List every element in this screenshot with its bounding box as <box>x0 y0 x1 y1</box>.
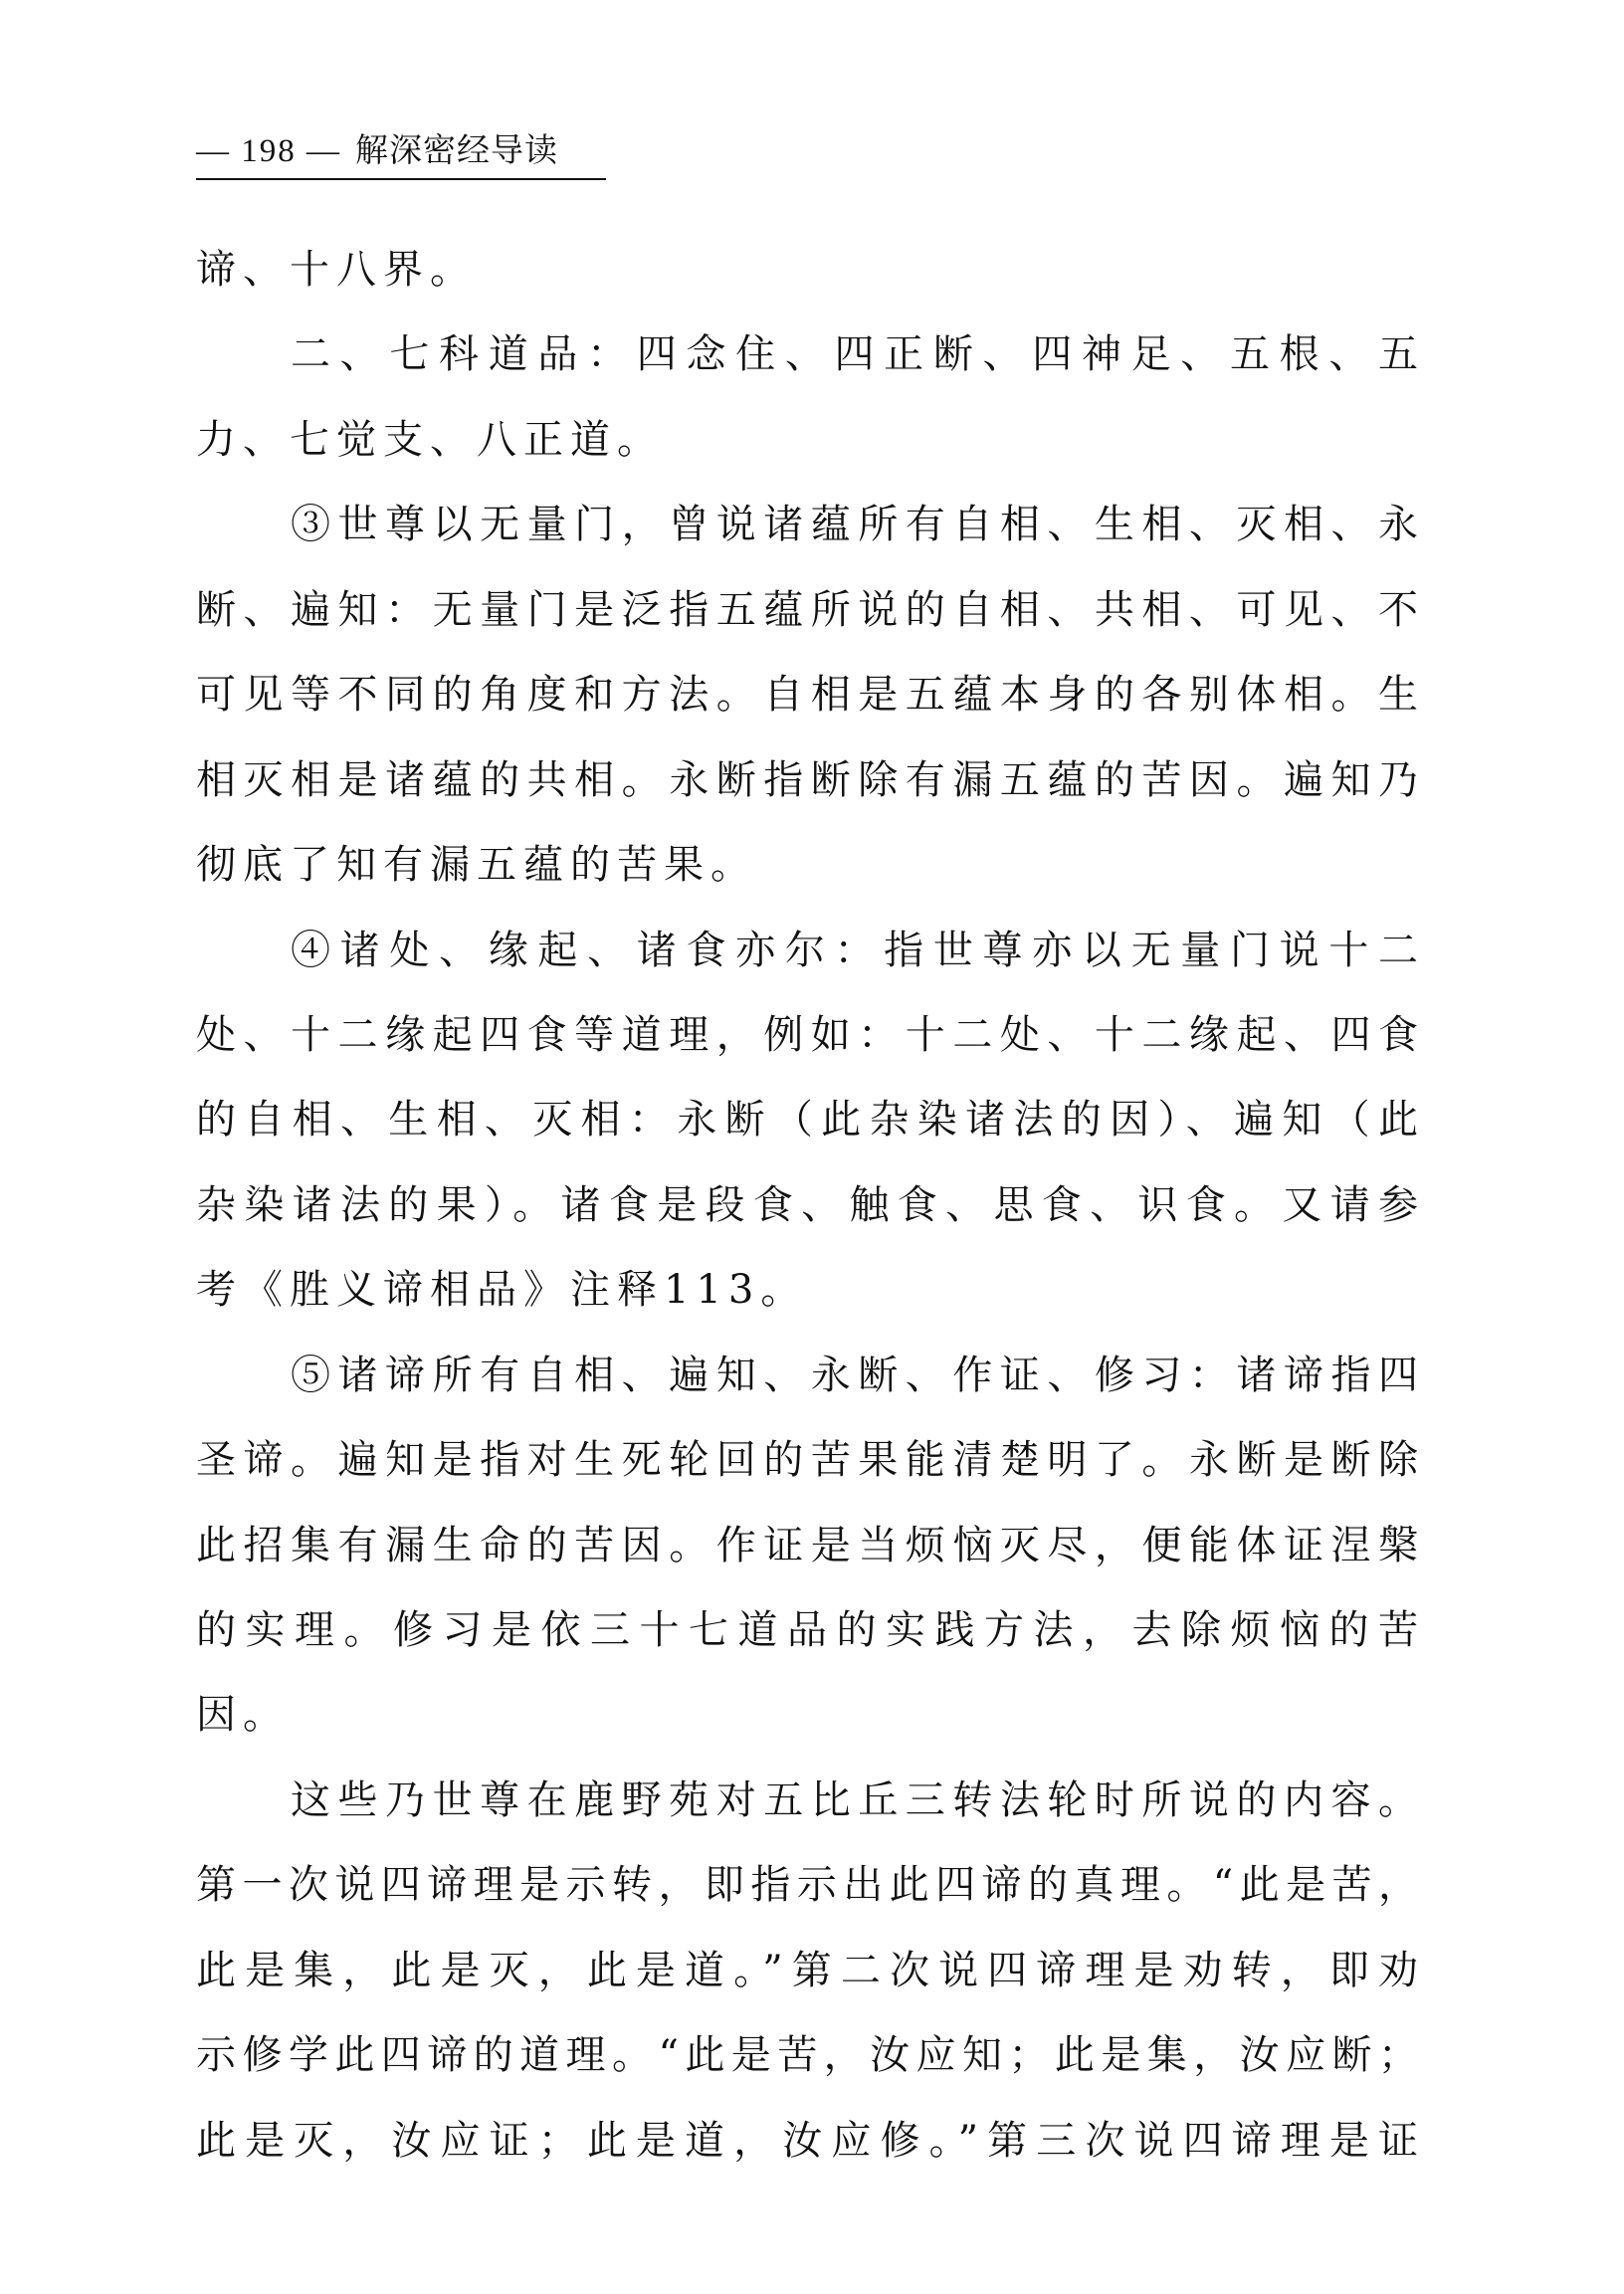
text-line: 此是灭，汝应证；此是道，汝应修。”第三次说四谛理是证 <box>196 2117 1418 2164</box>
running-header <box>196 127 606 180</box>
text-line: 的自相、生相、灭相：永断（此杂染诸法的因）、遍知（此 <box>196 1097 1418 1144</box>
text-line: 圣谛。遍知是指对生死轮回的苦果能清楚明了。永断是断除 <box>196 1437 1418 1484</box>
paragraph-start-line: 二、七科道品：四念住、四正断、四神足、五根、五 <box>291 331 1418 378</box>
text-line: 处、十二缘起四食等道理，例如：十二处、十二缘起、四食 <box>196 1011 1418 1058</box>
paragraph-start-line: ④诸处、缘起、诸食亦尔：指世尊亦以无量门说十二 <box>291 927 1418 973</box>
text-line: 可见等不同的角度和方法。自相是五蕴本身的各别体相。生 <box>196 672 1418 719</box>
text-line: 谛、十八界。 <box>196 247 477 293</box>
paragraph-start-line: ⑤诸谛所有自相、遍知、永断、作证、修习：诸谛指四 <box>291 1352 1418 1398</box>
text-line: 示修学此四谛的道理。“此是苦，汝应知；此是集，汝应断； <box>196 2032 1418 2079</box>
text-line: 杂染诸法的果）。诸食是段食、触食、思食、识食。又请参 <box>196 1181 1418 1228</box>
text-line: 的实理。修习是依三十七道品的实践方法，去除烦恼的苦 <box>196 1607 1418 1653</box>
text-line: 此是集，此是灭，此是道。”第二次说四谛理是劝转，即劝 <box>196 1947 1418 1993</box>
text-line: 断、遍知：无量门是泛指五蕴所说的自相、共相、可见、不 <box>196 586 1418 633</box>
text-line: 此招集有漏生命的苦因。作证是当烦恼灭尽，便能体证涅槃 <box>196 1522 1418 1568</box>
paragraph-start-line: 这些乃世尊在鹿野苑对五比丘三转法轮时所说的内容。 <box>291 1776 1418 1823</box>
book-title: 解深密经导读 <box>355 130 558 169</box>
text-line: 第一次说四谛理是示转，即指示出此四谛的真理。“此是苦， <box>196 1862 1418 1909</box>
text-line: 彻底了知有漏五蕴的苦果。 <box>196 842 757 889</box>
text-line: 力、七觉支、八正道。 <box>196 416 664 463</box>
page-body <box>196 228 1418 2184</box>
text-line: 考《胜义谛相品》注释113。 <box>196 1267 808 1314</box>
paragraph-start-line: ③世尊以无量门，曾说诸蕴所有自相、生相、灭相、永 <box>291 502 1418 548</box>
text-line: 因。 <box>196 1692 290 1739</box>
text-line: 相灭相是诸蕴的共相。永断指断除有漏五蕴的苦因。遍知乃 <box>196 756 1418 803</box>
page-number: — 198 — <box>196 133 341 169</box>
